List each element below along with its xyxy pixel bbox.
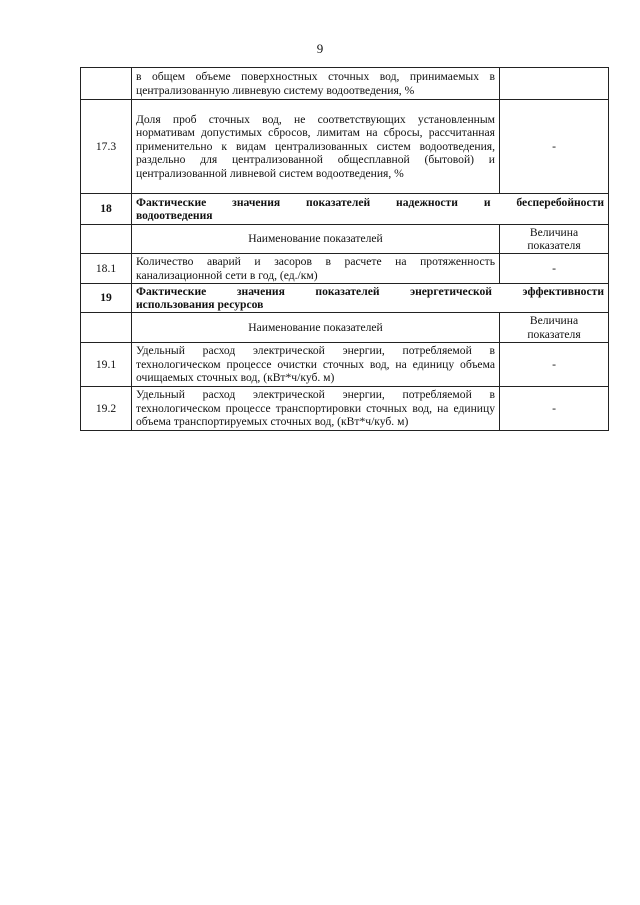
indicator-name-cell: Количество аварий и засоров в расчете на протяженность канализационной сети в год, (ед./км): [132, 254, 500, 284]
row-number-cell: 19.2: [81, 387, 132, 431]
indicator-name-cell: Удельный расход электрической энергии, потребляемой в технологическом процессе транспортировки сточных вод, на единицу объема транспортируемых сточных вод, (кВт*ч/куб. м): [132, 387, 500, 431]
section-number-cell: 18: [81, 194, 132, 225]
section-title-cell: [132, 284, 609, 313]
row-number-cell: 18.1: [81, 254, 132, 284]
value-column-header: Величина показателя: [500, 225, 609, 254]
table-row: [81, 387, 609, 431]
empty-cell: [81, 313, 132, 343]
column-header-row: [81, 225, 609, 254]
section-header-row: [81, 194, 609, 225]
indicator-name-cell: в общем объеме поверхностных сточных вод, принимаемых в централизованную ливневую систему водоотведения, %: [132, 68, 500, 100]
section-header-row: [81, 284, 609, 313]
section-title-line: использования ресурсов: [136, 298, 264, 311]
section-number-cell: 19: [81, 284, 132, 313]
page-number: 9: [316, 41, 324, 56]
table-row: [81, 100, 609, 194]
indicator-value-cell: -: [500, 387, 609, 431]
row-number-cell: 19.1: [81, 343, 132, 387]
indicator-value-cell: -: [500, 343, 609, 387]
table-row: [81, 254, 609, 284]
name-column-header: Наименование показателей: [132, 313, 500, 343]
value-column-header: Величина показателя: [500, 313, 609, 343]
column-header-row: [81, 313, 609, 343]
row-number-cell: [81, 68, 132, 100]
indicator-value-cell: -: [500, 254, 609, 284]
row-number-cell: 17.3: [81, 100, 132, 194]
empty-cell: [81, 225, 132, 254]
section-title-line: Фактические значения показателей энергетической эффективности: [136, 284, 604, 298]
name-column-header: Наименование показателей: [132, 225, 500, 254]
section-title-cell: [132, 194, 609, 225]
section-title-line: водоотведения: [136, 209, 213, 222]
indicators-table: [80, 67, 609, 431]
section-title-line: Фактические значения показателей надежности и бесперебойности: [136, 195, 604, 209]
table-row: [81, 68, 609, 100]
indicator-value-cell: [500, 68, 609, 100]
table-row: [81, 343, 609, 387]
indicator-name-cell: Удельный расход электрической энергии, потребляемой в технологическом процессе очистки сточных вод, на единицу объема очищаемых сточных вод, (кВт*ч/куб. м): [132, 343, 500, 387]
indicator-name-cell: Доля проб сточных вод, не соответствующих установленным нормативам допустимых сбросов, лимитам на сбросы, рассчитанная применительно к видам централизованных систем водоотведения, раздельно для централизованной общесплавной (бытовой) и централизованной ливневой систем водоотведения, %: [132, 100, 500, 194]
indicator-value-cell: -: [500, 100, 609, 194]
